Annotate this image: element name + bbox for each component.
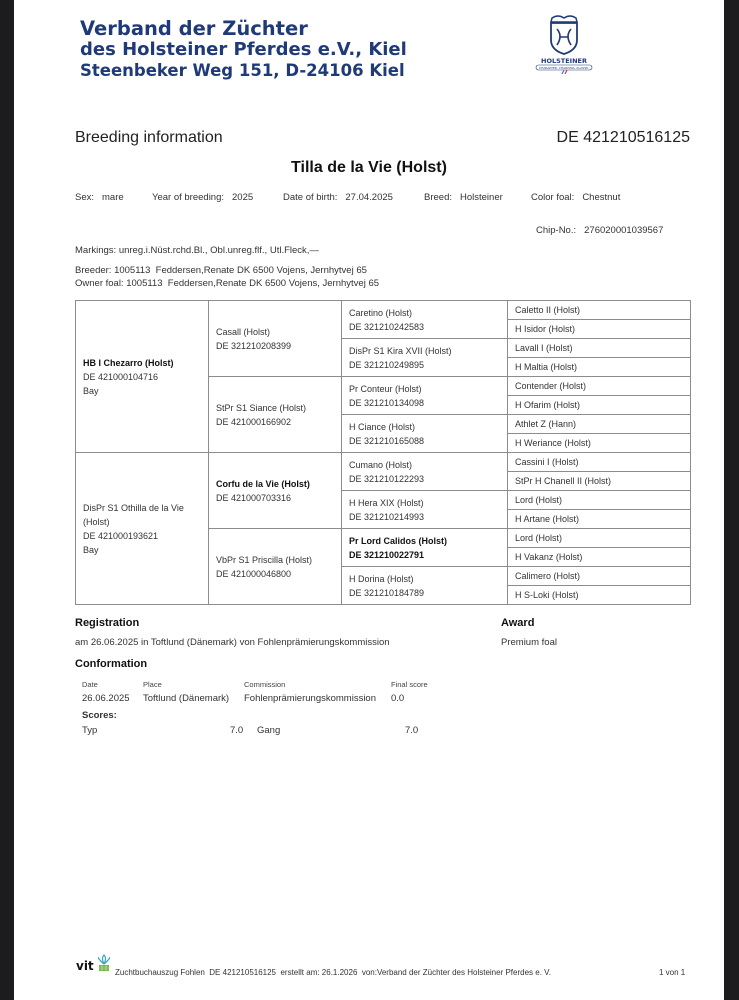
pedigree-dam	[76, 453, 209, 605]
pedigree-gen2	[209, 301, 342, 377]
gen3-id: DE 321210242583	[349, 321, 425, 332]
gen3-id: DE 321210022791	[349, 549, 425, 560]
score-name: Gang	[257, 725, 281, 736]
horse-name: Tilla de la Vie (Holst)	[291, 159, 447, 176]
dob-field	[283, 192, 393, 203]
gen2-id: DE 321210208399	[216, 340, 292, 351]
pedigree-gen3	[342, 567, 508, 605]
conformation-final-score: 0.0	[391, 693, 405, 704]
org-address: Steenbeker Weg 151, D-24106 Kiel	[80, 61, 405, 80]
pedigree-gen2	[209, 453, 342, 529]
svg-text:HOLSTEINER: HOLSTEINER	[541, 57, 587, 65]
gen3-name: H Dorina (Holst)	[349, 573, 414, 584]
pedigree-gen4: Lavall I (Holst)	[508, 339, 691, 358]
breed-field	[424, 192, 503, 203]
score-name: Typ	[82, 725, 98, 736]
breed-value: Holsteiner	[460, 192, 503, 203]
footer-text: Zuchtbuchauszug Fohlen DE 421210516125 erstellt am: 26.1.2026 von:Verband der Züchter des Holsteiner Pferdes e. V.	[115, 968, 551, 977]
pedigree-gen4: StPr H Chanell II (Holst)	[508, 472, 691, 491]
pedigree-gen4: H Isidor (Holst)	[508, 320, 691, 339]
holsteiner-shield-icon	[522, 12, 606, 74]
pedigree-gen4: H Maltia (Holst)	[508, 358, 691, 377]
owner-label: Owner foal:	[75, 278, 124, 289]
color-value: Chestnut	[582, 192, 621, 203]
gen3-name: Pr Lord Calidos (Holst)	[349, 535, 448, 546]
page-number: 1 von 1	[659, 968, 686, 977]
pedigree-gen2	[209, 529, 342, 605]
pedigree-gen4: H Weriance (Holst)	[508, 434, 691, 453]
score-value: 7.0	[230, 725, 244, 736]
gen3-name: Cumano (Holst)	[349, 459, 413, 470]
gen3-id: DE 321210122293	[349, 473, 425, 484]
dam-color: Bay	[83, 544, 99, 555]
pedigree-gen4: Lord (Holst)	[508, 491, 691, 510]
pedigree-gen3	[342, 415, 508, 453]
chip-field	[536, 225, 663, 236]
gen3-id: DE 321210214993	[349, 511, 425, 522]
pedigree-gen4: Calimero (Holst)	[508, 567, 691, 586]
pedigree-gen3	[342, 529, 508, 567]
gen3-name: H Hera XIX (Holst)	[349, 497, 424, 508]
vit-logo	[76, 954, 110, 975]
pedigree-gen3	[342, 301, 508, 339]
org-name-line2: des Holsteiner Pferdes e.V., Kiel	[80, 39, 407, 60]
pedigree-gen2	[209, 377, 342, 453]
sire-name: HB I Chezarro (Holst)	[83, 357, 174, 368]
svg-text:CHARAKTER. CHARISMA. KLASSE.: CHARAKTER. CHARISMA. KLASSE.	[539, 66, 589, 70]
col-commission: Commission	[244, 680, 286, 689]
registration-text: am 26.06.2025 in Toftlund (Dänemark) von Fohlenprämierungskommission	[75, 637, 390, 648]
col-date: Date	[82, 680, 98, 689]
document-title: Breeding information	[75, 129, 223, 146]
chip-value: 276020001039567	[584, 225, 664, 236]
pedigree-sire	[76, 301, 209, 453]
document-page	[14, 0, 724, 1000]
year-label: Year of breeding:	[152, 192, 225, 203]
pedigree-gen3	[342, 377, 508, 415]
col-place: Place	[143, 680, 162, 689]
gen2-id: DE 421000703316	[216, 492, 292, 503]
owner-field	[75, 278, 379, 289]
gen2-name: StPr S1 Siance (Holst)	[216, 402, 307, 413]
gen2-id: DE 421000166902	[216, 416, 292, 427]
gen2-name: Corfu de la Vie (Holst)	[216, 478, 310, 489]
dob-value: 27.04.2025	[345, 192, 393, 203]
year-field	[152, 192, 253, 203]
pedigree-gen4: Contender (Holst)	[508, 377, 691, 396]
pedigree-gen4: H S-Loki (Holst)	[508, 586, 691, 605]
sex-field	[75, 192, 124, 203]
vit-logo-text: vit	[76, 959, 94, 973]
markings-value: unreg.i.Nüst.rchd.Bl., Obl.unreg.flf., Utl.Fleck,—	[118, 245, 319, 256]
pedigree-gen4: H Artane (Holst)	[508, 510, 691, 529]
pedigree-gen3	[342, 339, 508, 377]
organization-header	[80, 18, 407, 81]
gen3-id: DE 321210165088	[349, 435, 425, 446]
gen3-name: Pr Conteur (Holst)	[349, 383, 422, 394]
conformation-place: Toftlund (Dänemark)	[143, 693, 230, 704]
sire-color: Bay	[83, 385, 99, 396]
award-heading: Award	[501, 617, 535, 629]
gen2-name: VbPr S1 Priscilla (Holst)	[216, 554, 313, 565]
pedigree-gen4: H Vakanz (Holst)	[508, 548, 691, 567]
color-field	[531, 192, 620, 203]
registration-heading: Registration	[75, 617, 140, 629]
award-text: Premium foal	[501, 637, 557, 648]
pedigree-gen4: Athlet Z (Hann)	[508, 415, 691, 434]
breeder-label: Breeder:	[75, 265, 112, 276]
gen3-name: H Ciance (Holst)	[349, 421, 416, 432]
breeder-value: 1005113 Feddersen,Renate DK 6500 Vojens, Jernhytvej 65	[114, 265, 367, 276]
sire-id: DE 421000104716	[83, 371, 159, 382]
dam-id: DE 421000193621	[83, 530, 159, 541]
pedigree-gen4: Lord (Holst)	[508, 529, 691, 548]
markings-field	[75, 245, 319, 256]
markings-label: Markings:	[75, 245, 117, 256]
pedigree-gen4: Caletto II (Holst)	[508, 301, 691, 320]
org-name-line1: Verband der Züchter	[80, 17, 308, 40]
year-value: 2025	[232, 192, 254, 203]
gen3-id: DE 321210134098	[349, 397, 425, 408]
breeder-field	[75, 265, 367, 276]
gen2-name: Casall (Holst)	[216, 326, 271, 337]
gen3-id: DE 321210249895	[349, 359, 425, 370]
score-value: 7.0	[405, 725, 419, 736]
pedigree-gen4: H Ofarim (Holst)	[508, 396, 691, 415]
dam-name: DisPr S1 Othilla de la Vie (Holst)	[83, 502, 184, 527]
conformation-heading: Conformation	[75, 658, 148, 670]
pedigree-gen4: Cassini I (Holst)	[508, 453, 691, 472]
chip-label: Chip-No.:	[536, 225, 577, 236]
breed-label: Breed:	[424, 192, 452, 203]
registration-number: DE 421210516125	[556, 129, 690, 146]
gen2-id: DE 421000046800	[216, 568, 292, 579]
pedigree-table	[75, 300, 691, 605]
pedigree-gen3	[342, 491, 508, 529]
vit-fountain-icon	[98, 954, 110, 972]
color-label: Color foal:	[531, 192, 575, 203]
gen3-id: DE 321210184789	[349, 587, 425, 598]
pedigree-gen3	[342, 453, 508, 491]
gen3-name: DisPr S1 Kira XVII (Holst)	[349, 345, 452, 356]
conformation-commission: Fohlenprämierungskommission	[244, 693, 376, 704]
conformation-date: 26.06.2025	[82, 693, 130, 704]
sex-label: Sex:	[75, 192, 95, 203]
holsteiner-logo	[522, 12, 606, 74]
scores-label: Scores:	[82, 710, 117, 721]
owner-value: 1005113 Feddersen,Renate DK 6500 Vojens, Jernhytvej 65	[126, 278, 380, 289]
dob-label: Date of birth:	[283, 192, 338, 203]
gen3-name: Caretino (Holst)	[349, 307, 413, 318]
col-final-score: Final score	[391, 680, 428, 689]
sex-value: mare	[102, 192, 124, 203]
